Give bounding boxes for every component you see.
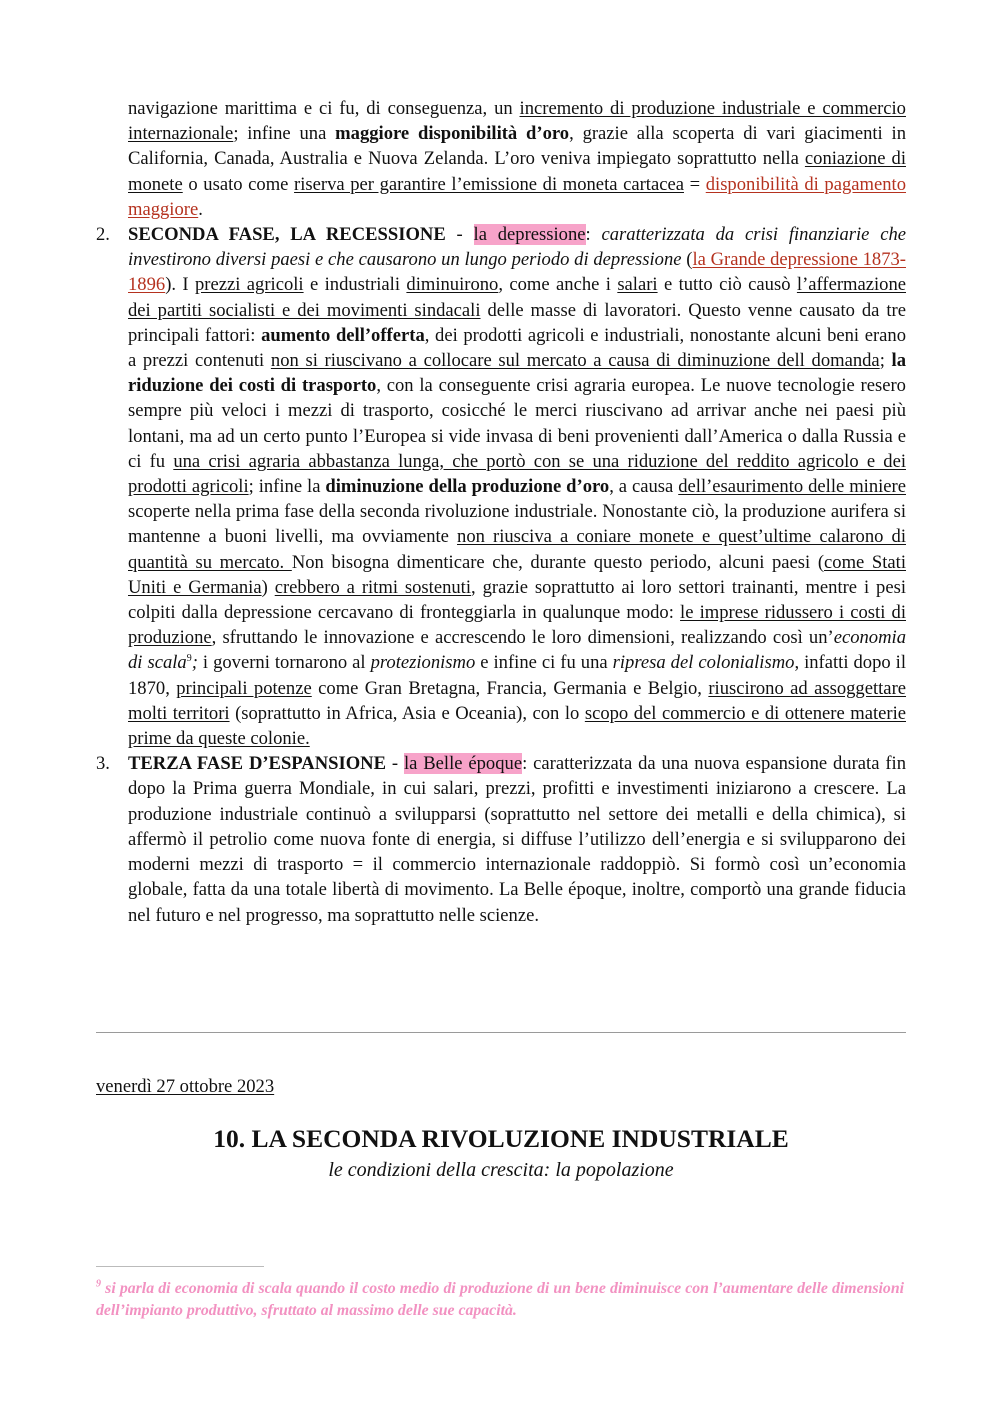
underlined-text: scopo del commercio e di ottenere materie prime da queste colonie. [128, 702, 906, 750]
text: , grazie alla scoperta di vari giacimenti in California, Canada, Australia e Nuova Zelanda. L’oro veniva impiegato soprattutto nella [128, 123, 907, 170]
text: e tutto ciò causò [657, 274, 797, 296]
text: ). I [165, 274, 195, 296]
separator: - [445, 224, 474, 246]
underlined-text: non si riuscivano a collocare sul mercato a causa di diminuzione dell domanda [270, 350, 880, 372]
text: ; [879, 350, 892, 372]
underlined-text: come Stati Uniti e Germania [128, 551, 906, 598]
underlined-text: crebbero a ritmi sostenuti [274, 576, 472, 598]
phase-heading: SECONDA FASE, LA RECESSIONE [128, 224, 446, 246]
text: , infatti dopo il 1870, [128, 652, 906, 699]
text: delle masse di lavoratori. Questo venne causato da tre principali fattori: [128, 299, 906, 346]
text: , grazie soprattutto ai loro settori trainanti, mentre i pesi colpiti dalla depressione cercavano di fronteggiarla in qualunque modo: [128, 576, 907, 624]
text: . [198, 198, 203, 220]
underlined-text: principali potenze [176, 677, 312, 699]
underlined-text: dell’esaurimento delle miniere [678, 476, 906, 498]
list-number: 2. [96, 224, 110, 246]
text: navigazione marittima e ci fu, di conseguenza, un [128, 98, 520, 119]
underlined-text: prezzi agricoli [195, 274, 304, 296]
italic-text: protezionismo [370, 652, 476, 674]
text: ; infine una [233, 123, 336, 145]
underlined-text: coniazione di monete [128, 148, 906, 195]
underlined-text: l’affermazione dei partiti socialisti e dei movimenti sindacali [128, 274, 906, 321]
body-text [96, 96, 906, 928]
text: , dei prodotti agricoli e industriali, nonostante alcuni beni erano a prezzi contenuti [128, 324, 907, 372]
text: , sfruttando le innovazione e accrescendo le loro dimensioni, realizzando così un’ [211, 627, 834, 649]
chapter-title: 10. LA SECONDA RIVOLUZIONE INDUSTRIALE [213, 1124, 789, 1153]
list-item-3 [96, 751, 906, 927]
text: : caratterizzata da una nuova espansione durata fin dopo la Prima guerra Mondiale, in cui salari, prezzi, profitti e investimenti iniziarono a crescere. La produzione industriale continuò a svilupparsi (soprattutto nel settore dei metalli e della chimica), si affermò il petrolio come nuova fonte di energia, si diffuse l’utilizzo dell’energia e si svilupparono dei moderni mezzi di trasporto = il commercio internazionale raddoppiò. Si formò così un’economia globale, fatta da una totale libertà di movimento. La Belle époque, inoltre, comportò una grande fiducia nel futuro e nel progresso, ma soprattutto nelle scienze. [128, 753, 906, 926]
text: o usato come [182, 173, 295, 195]
italic-text: ; [191, 652, 198, 674]
underlined-text: riserva per garantire l’emissione di moneta cartacea [294, 173, 684, 195]
text: Non bisogna dimenticare che, durante questo periodo, alcuni paesi ( [291, 551, 825, 573]
list-number: 3. [96, 753, 110, 775]
text: = [683, 173, 706, 195]
italic-text: caratterizzata da crisi finanziarie che investirono diversi paesi e che causarono un lungo periodo di depressione [128, 224, 906, 271]
footnote-text: si parla di economia di scala quando il costo medio di produzione di un bene diminuisce con l’aumentare delle dimensioni dell’impianto produttivo, sfruttato al massimo delle sue capacità. [96, 1280, 904, 1319]
footnote [96, 1278, 904, 1322]
text: ( [681, 249, 693, 271]
footnote-mark: 9 [96, 1278, 101, 1290]
text: , come anche i [498, 274, 618, 296]
list-item-1-continuation [96, 96, 906, 222]
highlighted-text: la depressione [473, 224, 586, 246]
separator: - [386, 753, 404, 775]
text: : [585, 224, 602, 246]
phase-heading: TERZA FASE D’ESPANSIONE [128, 753, 387, 775]
underlined-text: incremento di produzione industriale e commercio internazionale [128, 98, 906, 145]
text: come Gran Bretagna, Francia, Germania e Belgio, [311, 677, 709, 699]
date-heading: venerdì 27 ottobre 2023 [96, 1076, 275, 1097]
text: scoperte nella prima fase della seconda rivoluzione industriale. Nonostante ciò, la produzione aurifera si mantenne a buoni livelli, ma ovviamente [128, 501, 906, 548]
red-underlined-text: disponibilità di pagamento maggiore [128, 173, 906, 220]
text: e industriali [303, 274, 407, 296]
text: , a causa [609, 476, 679, 498]
underlined-text: le imprese ridussero i costi di produzione [128, 602, 906, 649]
underlined-text: riuscirono ad assoggettare molti territori [128, 677, 907, 724]
text: , con la conseguente crisi agraria europea. Le nuove tecnologie resero sempre più veloci i mezzi di trasporto, cosicché le merci riuscivano ad arrivar anche nei paesi più lontani, ma ad un certo punto l’Europea si vide invasa di beni provenienti dall’America o dalla Russia e ci fu [128, 375, 906, 472]
underlined-text: diminuirono [406, 274, 499, 296]
text: e infine ci fu una [475, 652, 613, 674]
text: (soprattutto in Africa, Asia e Oceania), con lo [229, 702, 585, 724]
italic-text: economia di scala [128, 627, 906, 674]
highlighted-text: la Belle époque [403, 753, 523, 775]
footnote-separator [96, 1266, 264, 1267]
underlined-text: una crisi agraria abbastanza lunga, che portò con se una riduzione del reddito agricolo e dei prodotti agricoli [128, 450, 906, 498]
list-item-2 [96, 222, 906, 751]
text: ) [261, 576, 275, 598]
underlined-text: salari [617, 274, 658, 296]
italic-text: ripresa del colonialismo [612, 652, 795, 674]
footnote-reference[interactable]: 9 [186, 653, 192, 665]
text: ; infine la [248, 476, 326, 498]
bold-text: diminuzione della produzione d’oro [325, 476, 610, 498]
bold-text: la riduzione dei costi di trasporto [128, 350, 906, 397]
underlined-text: non riusciva a coniare monete e quest’ultime calarono di quantità su mercato. [128, 526, 906, 573]
bold-text: aumento dell’offerta [261, 324, 425, 346]
chapter-subtitle: le condizioni della crescita: la popolazione [328, 1159, 674, 1181]
section-divider [96, 1032, 906, 1033]
bold-text: maggiore disponibilità d’oro [335, 123, 570, 145]
red-underlined-text: la Grande depressione 1873-1896 [128, 249, 906, 296]
text: i governi tornarono al [197, 652, 371, 674]
